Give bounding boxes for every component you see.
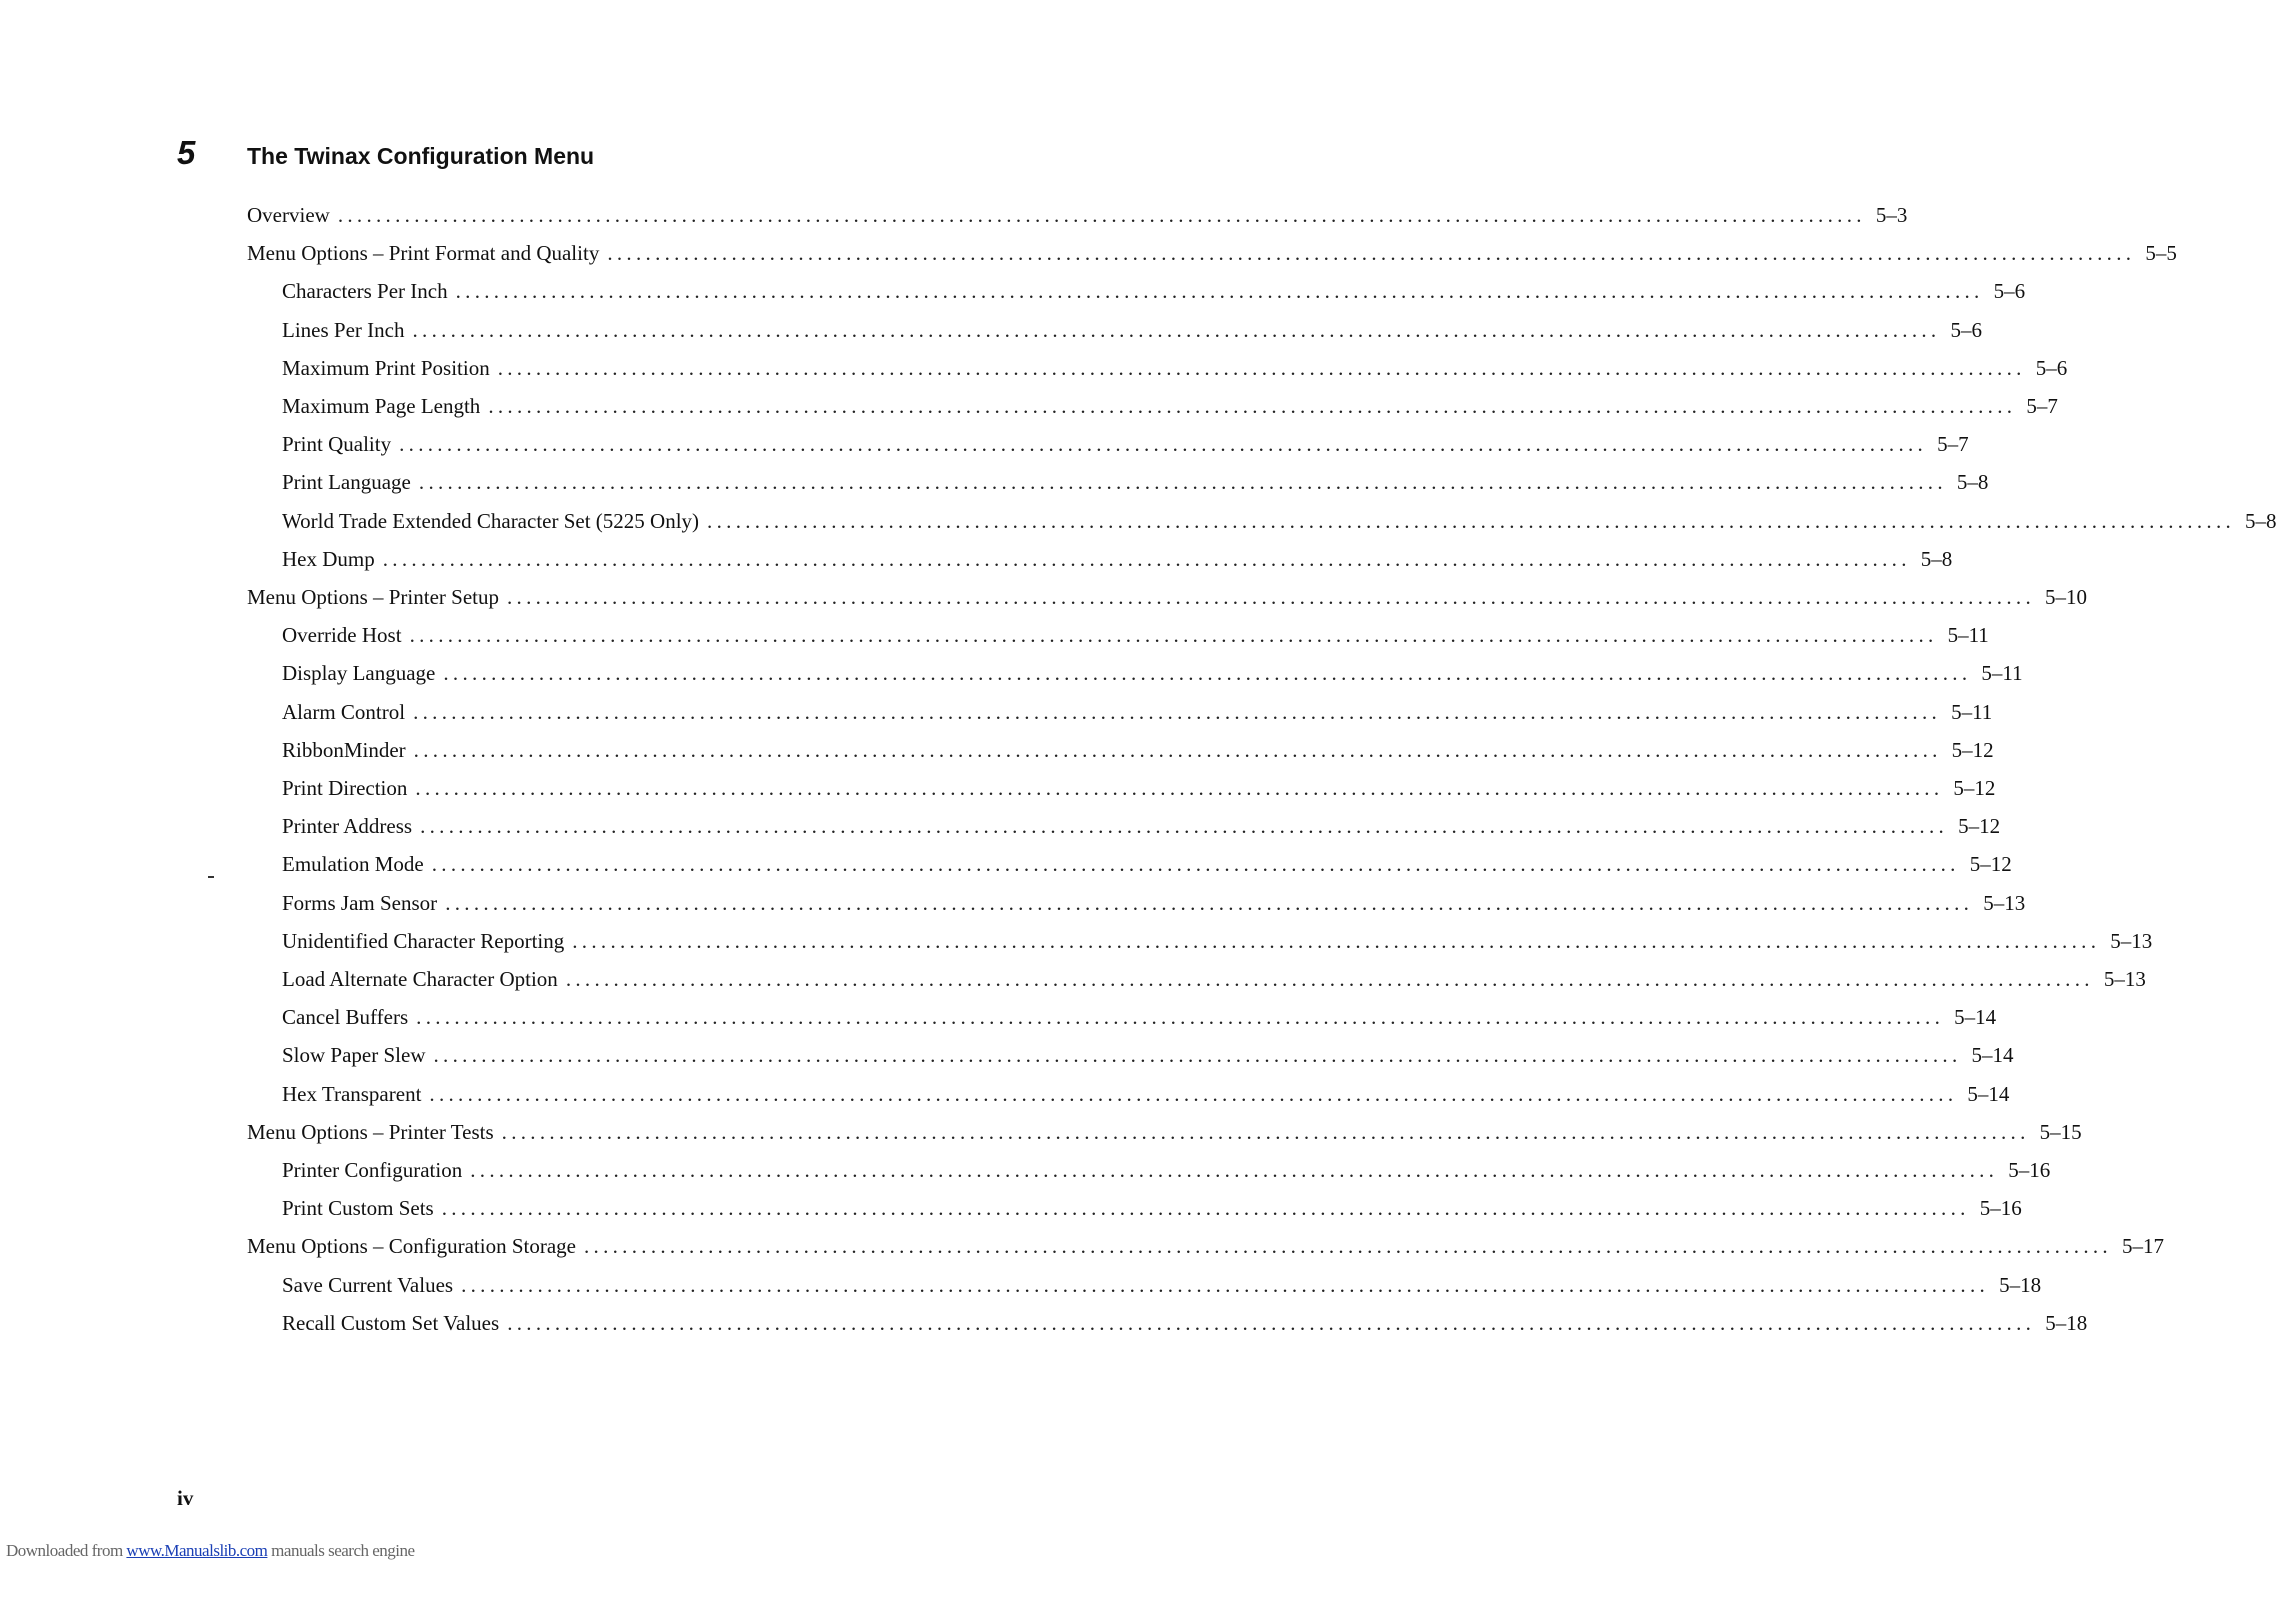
toc-entry-page: 5–7	[2026, 394, 2058, 418]
toc-leader-dots: ................................................................................................................................................................	[420, 814, 1949, 839]
toc-leader-dots: ................................................................................................................................................................	[429, 1081, 1958, 1106]
toc-leader-dots: ................................................................................................................................................................	[433, 1043, 1962, 1068]
toc-leader-dots: ................................................................................................................................................................	[501, 1119, 2030, 1144]
toc-leader-dots: ................................................................................................................................................................	[572, 928, 2101, 953]
toc-entry[interactable]	[282, 546, 1953, 572]
toc-entry[interactable]	[282, 393, 2058, 419]
toc-entry-label: Display Language	[282, 661, 436, 686]
toc-entry-label: Menu Options – Printer Setup	[247, 585, 499, 609]
toc-entry-label: World Trade Extended Character Set (5225 Only)	[282, 508, 700, 533]
toc-entry[interactable]	[282, 699, 1993, 725]
toc-entry[interactable]	[282, 278, 2026, 304]
toc-leader-dots: ................................................................................................................................................................	[443, 661, 1972, 686]
toc-leader-dots: ................................................................................................................................................................	[412, 317, 1941, 342]
page-folio: iv	[177, 1486, 194, 1510]
chapter-number: 5	[177, 134, 196, 171]
toc-entry[interactable]	[247, 202, 1908, 228]
toc-leader-dots: ................................................................................................................................................................	[441, 1196, 1970, 1221]
toc-entry-label: Save Current Values	[282, 1272, 454, 1297]
toc-entry-label: Slow Paper Slew	[282, 1043, 426, 1068]
toc-leader-dots: ................................................................................................................................................................	[565, 967, 2094, 991]
toc-entry[interactable]	[282, 355, 2068, 381]
toc-entry-label: Forms Jam Sensor	[282, 890, 438, 915]
download-footer	[6, 1541, 415, 1561]
toc-leader-dots: ................................................................................................................................................................	[413, 737, 1942, 762]
toc-leader-dots: ................................................................................................................................................................	[507, 1310, 2036, 1335]
toc-leader-dots: ................................................................................................................................................................	[583, 1234, 2112, 1259]
toc-entry-label: Recall Custom Set Values	[282, 1310, 500, 1335]
toc-entry-page: 5–6	[1993, 279, 2026, 304]
toc-entry-label: Unidentified Character Reporting	[282, 928, 565, 953]
footer-suffix: manuals search engine	[267, 1541, 415, 1560]
toc-entry[interactable]	[282, 469, 1989, 495]
toc-entry-page: 5–18	[1999, 1272, 2042, 1297]
toc-entry[interactable]	[247, 584, 2087, 610]
toc-entry[interactable]	[282, 1081, 2010, 1107]
toc-entry[interactable]	[282, 317, 1982, 343]
toc-entry-page: 5–5	[2145, 241, 2177, 266]
toc-leader-dots: ................................................................................................................................................................	[382, 546, 1911, 571]
toc-leader-dots: ................................................................................................................................................................	[415, 776, 1944, 800]
toc-entry-page: 5–12	[1953, 776, 1996, 800]
toc-entry-label: Print Language	[282, 470, 411, 495]
toc-entry[interactable]	[282, 1272, 2042, 1298]
toc-entry-page: 5–14	[1971, 1043, 2014, 1068]
toc-entry-page: 5–10	[2045, 585, 2087, 609]
toc-leader-dots: ................................................................................................................................................................	[497, 355, 2026, 380]
toc-entry-page: 5–13	[2103, 967, 2146, 991]
toc-entry[interactable]	[282, 851, 2012, 877]
toc-entry[interactable]	[282, 622, 1989, 648]
toc-entry-label: Menu Options – Configuration Storage	[247, 1234, 576, 1259]
toc-entry[interactable]	[247, 1119, 2082, 1145]
toc-entry-label: Printer Address	[282, 814, 413, 839]
stray-mark	[208, 876, 214, 878]
toc-entry-label: Emulation Mode	[282, 852, 424, 877]
toc-entry[interactable]	[282, 1004, 1997, 1030]
toc-entry-label: Menu Options – Print Format and Quality	[247, 241, 600, 266]
toc-entry[interactable]	[247, 240, 2177, 266]
toc-leader-dots: ................................................................................................................................................................	[399, 432, 1928, 457]
toc-entry[interactable]	[282, 813, 2001, 839]
toc-entry-page: 5–16	[2008, 1158, 2051, 1182]
toc-entry-page: 5–12	[1958, 814, 2001, 839]
toc-entry-page: 5–12	[1969, 852, 2012, 877]
toc-entry[interactable]	[247, 1233, 2164, 1259]
toc-entry-page: 5–6	[1950, 317, 1982, 342]
toc-entry[interactable]	[282, 1042, 2014, 1068]
toc-entry-label: Maximum Print Position	[282, 355, 490, 380]
toc-entry[interactable]	[282, 890, 2026, 916]
toc-entry-page: 5–13	[1983, 890, 2026, 915]
footer-link[interactable]: www.Manualslib.com	[126, 1541, 268, 1560]
toc-entry-label: RibbonMinder	[282, 737, 406, 762]
toc-entry-page: 5–12	[1951, 737, 1994, 762]
toc-entry-page: 5–11	[1981, 661, 2023, 686]
toc-entry-label: Print Quality	[282, 432, 392, 457]
toc-leader-dots: ................................................................................................................................................................	[607, 241, 2136, 266]
toc-entry-page: 5–14	[1954, 1005, 1997, 1030]
toc-entry-label: Load Alternate Character Option	[282, 967, 558, 991]
toc-leader-dots: ................................................................................................................................................................	[431, 852, 1960, 877]
toc-entry-label: Menu Options – Printer Tests	[247, 1119, 494, 1144]
toc-entry[interactable]	[282, 508, 2277, 534]
toc-leader-dots: ................................................................................................................................................................	[445, 890, 1974, 915]
toc-entry-page: 5–7	[1937, 432, 1969, 457]
toc-leader-dots: ................................................................................................................................................................	[409, 623, 1938, 648]
toc-leader-dots: ................................................................................................................................................................	[461, 1272, 1990, 1297]
toc-entry-label: Hex Dump	[282, 546, 375, 571]
toc-entry-page: 5–11	[1947, 623, 1989, 648]
toc-entry[interactable]	[282, 966, 2146, 992]
toc-entry-label: Hex Transparent	[282, 1081, 422, 1106]
toc-leader-dots: ................................................................................................................................................................	[455, 279, 1984, 304]
toc-entry-page: 5–15	[2039, 1119, 2082, 1144]
toc-entry-label: Maximum Page Length	[282, 394, 481, 418]
toc-entry-label: Override Host	[282, 623, 402, 648]
toc-entry-label: Print Direction	[282, 776, 408, 800]
toc-entry-label: Printer Configuration	[282, 1158, 463, 1182]
toc-entry-page: 5–16	[1979, 1196, 2022, 1221]
toc-entry[interactable]	[282, 737, 1994, 763]
toc-leader-dots: ................................................................................................................................................................	[707, 508, 2236, 533]
toc-leader-dots: ................................................................................................................................................................	[416, 1005, 1945, 1030]
toc-entry[interactable]	[282, 1195, 2022, 1221]
toc-entry-page: 5–14	[1967, 1081, 2010, 1106]
toc-entry[interactable]	[282, 928, 2153, 954]
footer-prefix: Downloaded from	[6, 1541, 127, 1560]
toc-entry-page: 5–17	[2121, 1234, 2164, 1259]
toc-entry-page: 5–13	[2110, 928, 2153, 953]
toc-entry-label: Characters Per Inch	[282, 279, 448, 304]
toc-entry-label: Overview	[247, 203, 330, 227]
toc-entry-page: 5–8	[1956, 470, 1989, 495]
toc-entry-page: 5–3	[1875, 203, 1908, 227]
toc-entry-label: Print Custom Sets	[282, 1196, 434, 1221]
toc-entry-label: Alarm Control	[282, 699, 406, 724]
toc-leader-dots: ................................................................................................................................................................	[470, 1158, 1999, 1182]
toc-leader-dots: ................................................................................................................................................................	[413, 699, 1942, 724]
toc-entry-label: Lines Per Inch	[282, 317, 405, 342]
toc-leader-dots: ................................................................................................................................................................	[488, 394, 2017, 418]
toc-leader-dots: ................................................................................................................................................................	[418, 470, 1947, 495]
toc-leader-dots: ................................................................................................................................................................	[507, 585, 2035, 609]
toc-entry[interactable]	[282, 775, 1996, 801]
toc-entry-page: 5–8	[2245, 508, 2277, 533]
toc-entry[interactable]	[282, 660, 2023, 686]
toc-entry[interactable]	[282, 431, 1969, 457]
toc-entry-page: 5–8	[1920, 546, 1953, 571]
toc-entry[interactable]	[282, 1310, 2088, 1336]
toc-entry-page: 5–18	[2045, 1310, 2088, 1335]
toc-entry[interactable]	[282, 1157, 2051, 1183]
toc-leader-dots: ................................................................................................................................................................	[337, 203, 1866, 227]
toc-entry-page: 5–11	[1951, 699, 1993, 724]
toc-entry-page: 5–6	[2035, 355, 2068, 380]
toc-entry-label: Cancel Buffers	[282, 1005, 409, 1030]
chapter-title: The Twinax Configuration Menu	[247, 143, 595, 169]
